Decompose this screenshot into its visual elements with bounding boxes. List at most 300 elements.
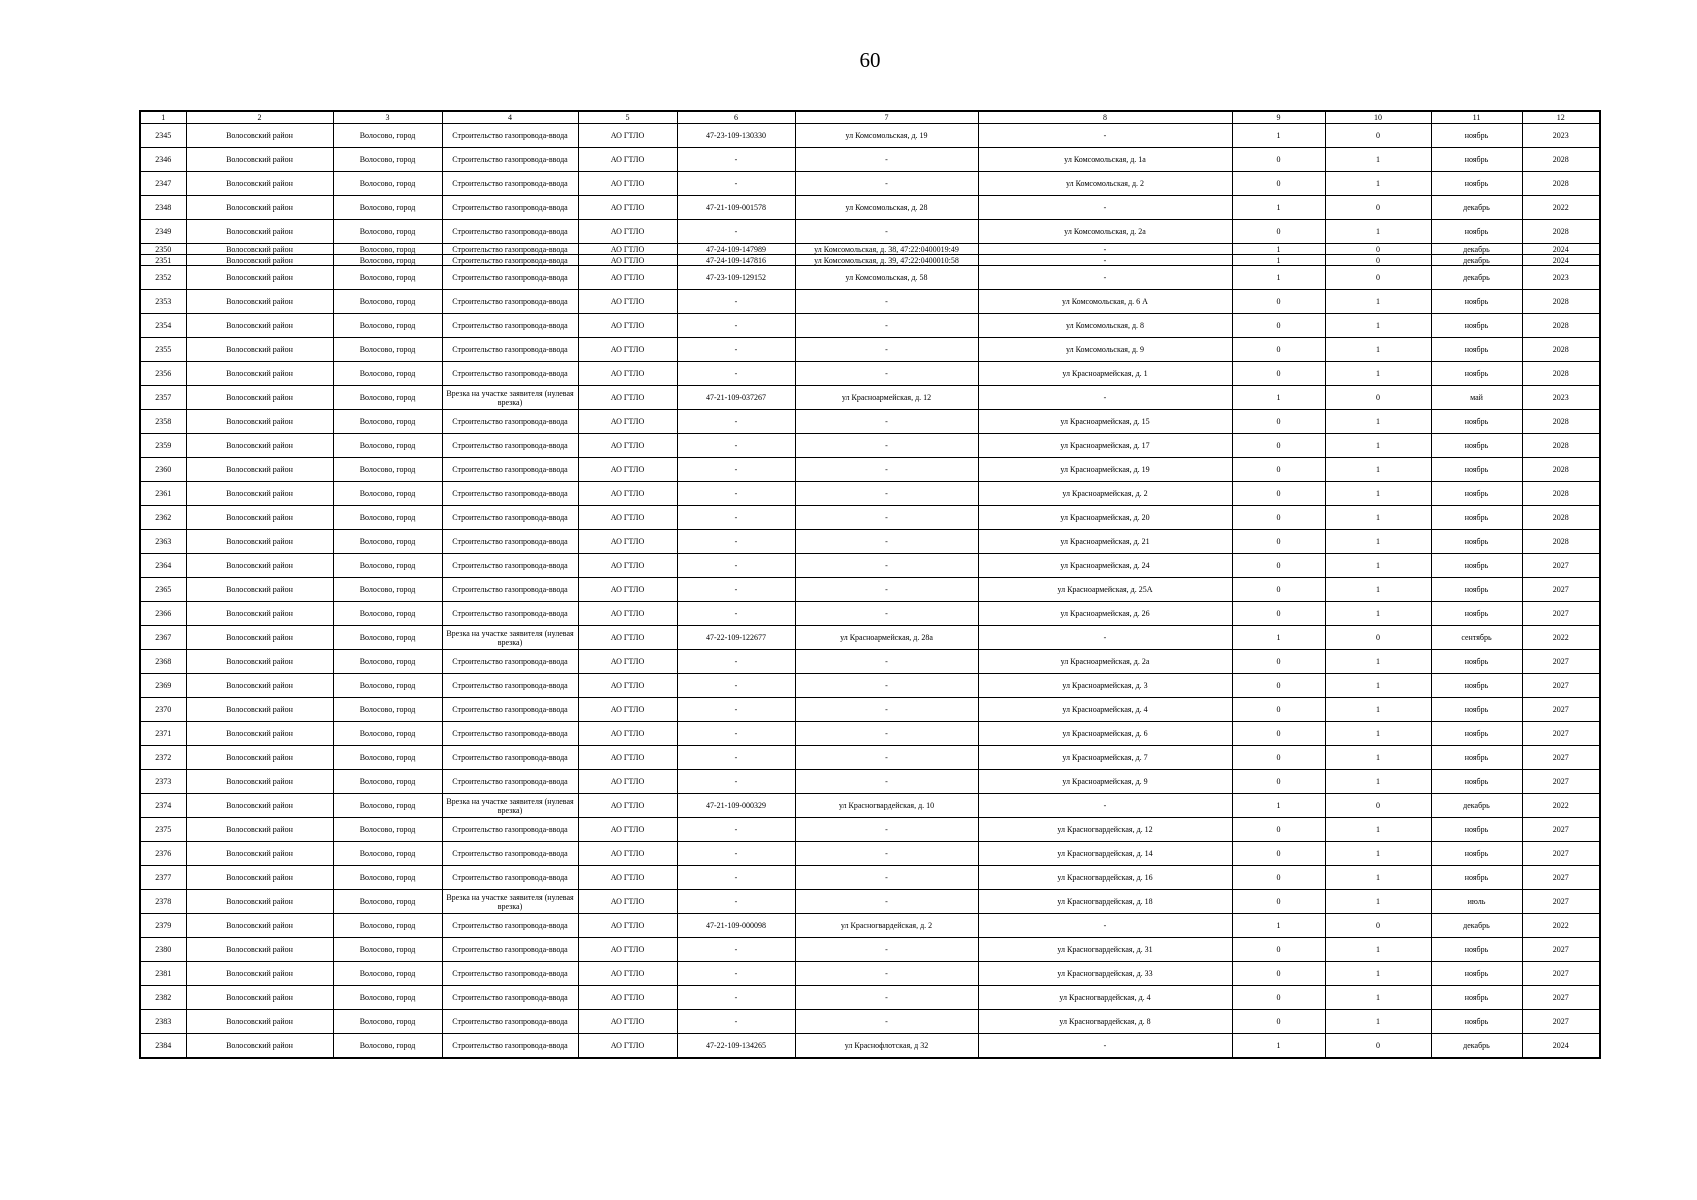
count-cell: 0 <box>1232 650 1325 674</box>
count-cell: 1 <box>1325 148 1431 172</box>
object-address-cell: ул Красноармейская, д. 21 <box>978 530 1232 554</box>
work-type-cell: Строительство газопровода-ввода <box>442 698 578 722</box>
count-cell: 0 <box>1325 124 1431 148</box>
work-type-cell: Строительство газопровода-ввода <box>442 220 578 244</box>
organization-cell: АО ГТЛО <box>578 842 677 866</box>
object-address-cell: ул Красноармейская, д. 25А <box>978 578 1232 602</box>
work-type-cell: Врезка на участке заявителя (нулевая врезка) <box>442 626 578 650</box>
row-number-cell: 2348 <box>140 196 186 220</box>
work-type-cell: Строительство газопровода-ввода <box>442 746 578 770</box>
row-number-cell: 2381 <box>140 962 186 986</box>
address-cell: - <box>795 962 978 986</box>
locality-cell: Волосово, город <box>333 866 442 890</box>
address-cell: - <box>795 172 978 196</box>
application-number-cell: - <box>677 362 795 386</box>
application-number-cell: 47-24-109-147816 <box>677 255 795 266</box>
work-type-cell: Строительство газопровода-ввода <box>442 458 578 482</box>
table-row <box>140 266 1600 290</box>
organization-cell: АО ГТЛО <box>578 962 677 986</box>
table-row <box>140 434 1600 458</box>
table-row <box>140 890 1600 914</box>
address-cell: - <box>795 290 978 314</box>
row-number-cell: 2379 <box>140 914 186 938</box>
month-cell: ноябрь <box>1431 986 1522 1010</box>
object-address-cell: - <box>978 1034 1232 1059</box>
locality-cell: Волосово, город <box>333 410 442 434</box>
month-cell: ноябрь <box>1431 578 1522 602</box>
work-type-cell: Строительство газопровода-ввода <box>442 255 578 266</box>
count-cell: 0 <box>1232 290 1325 314</box>
row-number-cell: 2368 <box>140 650 186 674</box>
work-type-cell: Строительство газопровода-ввода <box>442 770 578 794</box>
application-number-cell: - <box>677 818 795 842</box>
application-number-cell: - <box>677 482 795 506</box>
object-address-cell: ул Красногвардейская, д. 4 <box>978 986 1232 1010</box>
application-number-cell: - <box>677 530 795 554</box>
locality-cell: Волосово, город <box>333 124 442 148</box>
district-cell: Волосовский район <box>186 674 333 698</box>
month-cell: ноябрь <box>1431 506 1522 530</box>
year-cell: 2028 <box>1522 530 1600 554</box>
address-cell: - <box>795 148 978 172</box>
year-cell: 2027 <box>1522 890 1600 914</box>
count-cell: 1 <box>1325 818 1431 842</box>
application-number-cell: - <box>677 410 795 434</box>
application-number-cell: - <box>677 602 795 626</box>
object-address-cell: ул Комсомольская, д. 1а <box>978 148 1232 172</box>
year-cell: 2028 <box>1522 482 1600 506</box>
column-header: 11 <box>1431 111 1522 124</box>
table-row <box>140 986 1600 1010</box>
table-row <box>140 314 1600 338</box>
object-address-cell: ул Красногвардейская, д. 8 <box>978 1010 1232 1034</box>
locality-cell: Волосово, город <box>333 698 442 722</box>
object-address-cell: - <box>978 124 1232 148</box>
application-number-cell: - <box>677 866 795 890</box>
row-number-cell: 2376 <box>140 842 186 866</box>
count-cell: 0 <box>1232 362 1325 386</box>
locality-cell: Волосово, город <box>333 362 442 386</box>
district-cell: Волосовский район <box>186 578 333 602</box>
locality-cell: Волосово, город <box>333 1034 442 1059</box>
work-type-cell: Строительство газопровода-ввода <box>442 506 578 530</box>
application-number-cell: 47-21-109-001578 <box>677 196 795 220</box>
row-number-cell: 2377 <box>140 866 186 890</box>
organization-cell: АО ГТЛО <box>578 602 677 626</box>
work-type-cell: Строительство газопровода-ввода <box>442 554 578 578</box>
year-cell: 2027 <box>1522 674 1600 698</box>
count-cell: 0 <box>1232 530 1325 554</box>
count-cell: 1 <box>1325 290 1431 314</box>
count-cell: 1 <box>1232 386 1325 410</box>
row-number-cell: 2370 <box>140 698 186 722</box>
object-address-cell: ул Красноармейская, д. 19 <box>978 458 1232 482</box>
district-cell: Волосовский район <box>186 626 333 650</box>
year-cell: 2027 <box>1522 962 1600 986</box>
district-cell: Волосовский район <box>186 506 333 530</box>
count-cell: 1 <box>1325 410 1431 434</box>
count-cell: 0 <box>1232 746 1325 770</box>
application-number-cell: - <box>677 890 795 914</box>
count-cell: 1 <box>1325 938 1431 962</box>
address-cell: - <box>795 410 978 434</box>
count-cell: 1 <box>1325 578 1431 602</box>
row-number-cell: 2375 <box>140 818 186 842</box>
district-cell: Волосовский район <box>186 266 333 290</box>
organization-cell: АО ГТЛО <box>578 124 677 148</box>
row-number-cell: 2374 <box>140 794 186 818</box>
district-cell: Волосовский район <box>186 746 333 770</box>
count-cell: 1 <box>1325 338 1431 362</box>
district-cell: Волосовский район <box>186 386 333 410</box>
locality-cell: Волосово, город <box>333 770 442 794</box>
organization-cell: АО ГТЛО <box>578 196 677 220</box>
count-cell: 1 <box>1325 866 1431 890</box>
organization-cell: АО ГТЛО <box>578 1034 677 1059</box>
district-cell: Волосовский район <box>186 124 333 148</box>
organization-cell: АО ГТЛО <box>578 386 677 410</box>
year-cell: 2028 <box>1522 172 1600 196</box>
count-cell: 0 <box>1232 938 1325 962</box>
locality-cell: Волосово, город <box>333 530 442 554</box>
month-cell: декабрь <box>1431 266 1522 290</box>
table-row <box>140 722 1600 746</box>
count-cell: 0 <box>1232 578 1325 602</box>
work-type-cell: Строительство газопровода-ввода <box>442 1034 578 1059</box>
locality-cell: Волосово, город <box>333 674 442 698</box>
locality-cell: Волосово, город <box>333 338 442 362</box>
locality-cell: Волосово, город <box>333 746 442 770</box>
locality-cell: Волосово, город <box>333 148 442 172</box>
year-cell: 2028 <box>1522 338 1600 362</box>
month-cell: ноябрь <box>1431 458 1522 482</box>
district-cell: Волосовский район <box>186 196 333 220</box>
work-type-cell: Строительство газопровода-ввода <box>442 530 578 554</box>
locality-cell: Волосово, город <box>333 986 442 1010</box>
month-cell: ноябрь <box>1431 674 1522 698</box>
object-address-cell: ул Красногвардейская, д. 31 <box>978 938 1232 962</box>
district-cell: Волосовский район <box>186 1010 333 1034</box>
count-cell: 0 <box>1325 794 1431 818</box>
row-number-cell: 2366 <box>140 602 186 626</box>
locality-cell: Волосово, город <box>333 386 442 410</box>
district-cell: Волосовский район <box>186 794 333 818</box>
locality-cell: Волосово, город <box>333 314 442 338</box>
application-number-cell: 47-23-109-129152 <box>677 266 795 290</box>
count-cell: 1 <box>1232 196 1325 220</box>
locality-cell: Волосово, город <box>333 290 442 314</box>
address-cell: ул Красногвардейская, д. 2 <box>795 914 978 938</box>
locality-cell: Волосово, город <box>333 722 442 746</box>
month-cell: ноябрь <box>1431 554 1522 578</box>
count-cell: 0 <box>1325 244 1431 255</box>
table-row <box>140 196 1600 220</box>
table-row <box>140 338 1600 362</box>
month-cell: сентябрь <box>1431 626 1522 650</box>
column-header: 2 <box>186 111 333 124</box>
table-row <box>140 770 1600 794</box>
data-table <box>139 110 1601 1059</box>
count-cell: 0 <box>1232 986 1325 1010</box>
organization-cell: АО ГТЛО <box>578 722 677 746</box>
row-number-cell: 2367 <box>140 626 186 650</box>
row-number-cell: 2350 <box>140 244 186 255</box>
locality-cell: Волосово, город <box>333 578 442 602</box>
address-cell: - <box>795 722 978 746</box>
object-address-cell: ул Красноармейская, д. 17 <box>978 434 1232 458</box>
district-cell: Волосовский район <box>186 255 333 266</box>
object-address-cell: ул Красногвардейская, д. 14 <box>978 842 1232 866</box>
year-cell: 2023 <box>1522 266 1600 290</box>
address-cell: - <box>795 220 978 244</box>
work-type-cell: Строительство газопровода-ввода <box>442 266 578 290</box>
count-cell: 0 <box>1232 602 1325 626</box>
count-cell: 1 <box>1232 794 1325 818</box>
address-cell: - <box>795 530 978 554</box>
count-cell: 1 <box>1232 255 1325 266</box>
month-cell: ноябрь <box>1431 722 1522 746</box>
month-cell: ноябрь <box>1431 818 1522 842</box>
year-cell: 2027 <box>1522 578 1600 602</box>
organization-cell: АО ГТЛО <box>578 410 677 434</box>
application-number-cell: - <box>677 650 795 674</box>
address-cell: ул Красногвардейская, д. 10 <box>795 794 978 818</box>
locality-cell: Волосово, город <box>333 172 442 196</box>
application-number-cell: - <box>677 458 795 482</box>
month-cell: ноябрь <box>1431 482 1522 506</box>
year-cell: 2022 <box>1522 914 1600 938</box>
year-cell: 2028 <box>1522 506 1600 530</box>
row-number-cell: 2359 <box>140 434 186 458</box>
organization-cell: АО ГТЛО <box>578 434 677 458</box>
work-type-cell: Строительство газопровода-ввода <box>442 148 578 172</box>
object-address-cell: ул Красноармейская, д. 20 <box>978 506 1232 530</box>
application-number-cell: - <box>677 554 795 578</box>
month-cell: ноябрь <box>1431 434 1522 458</box>
row-number-cell: 2373 <box>140 770 186 794</box>
year-cell: 2028 <box>1522 362 1600 386</box>
district-cell: Волосовский район <box>186 770 333 794</box>
address-cell: - <box>795 338 978 362</box>
count-cell: 1 <box>1325 458 1431 482</box>
application-number-cell: 47-22-109-134265 <box>677 1034 795 1059</box>
year-cell: 2027 <box>1522 938 1600 962</box>
organization-cell: АО ГТЛО <box>578 482 677 506</box>
table-row <box>140 255 1600 266</box>
count-cell: 0 <box>1325 255 1431 266</box>
year-cell: 2028 <box>1522 314 1600 338</box>
organization-cell: АО ГТЛО <box>578 1010 677 1034</box>
locality-cell: Волосово, город <box>333 938 442 962</box>
table-row <box>140 914 1600 938</box>
month-cell: декабрь <box>1431 196 1522 220</box>
count-cell: 1 <box>1325 746 1431 770</box>
year-cell: 2024 <box>1522 255 1600 266</box>
year-cell: 2027 <box>1522 770 1600 794</box>
district-cell: Волосовский район <box>186 554 333 578</box>
organization-cell: АО ГТЛО <box>578 986 677 1010</box>
column-header: 10 <box>1325 111 1431 124</box>
table-row <box>140 674 1600 698</box>
object-address-cell: - <box>978 255 1232 266</box>
district-cell: Волосовский район <box>186 314 333 338</box>
row-number-cell: 2347 <box>140 172 186 196</box>
year-cell: 2027 <box>1522 818 1600 842</box>
object-address-cell: - <box>978 196 1232 220</box>
month-cell: ноябрь <box>1431 962 1522 986</box>
year-cell: 2027 <box>1522 650 1600 674</box>
locality-cell: Волосово, город <box>333 244 442 255</box>
year-cell: 2027 <box>1522 554 1600 578</box>
count-cell: 0 <box>1232 410 1325 434</box>
district-cell: Волосовский район <box>186 530 333 554</box>
address-cell: ул Красноармейская, д. 28а <box>795 626 978 650</box>
table-row <box>140 244 1600 255</box>
application-number-cell: - <box>677 674 795 698</box>
application-number-cell: - <box>677 746 795 770</box>
work-type-cell: Врезка на участке заявителя (нулевая врезка) <box>442 890 578 914</box>
application-number-cell: - <box>677 290 795 314</box>
locality-cell: Волосово, город <box>333 506 442 530</box>
address-cell: - <box>795 890 978 914</box>
work-type-cell: Строительство газопровода-ввода <box>442 338 578 362</box>
district-cell: Волосовский район <box>186 220 333 244</box>
locality-cell: Волосово, город <box>333 554 442 578</box>
application-number-cell: - <box>677 722 795 746</box>
month-cell: июль <box>1431 890 1522 914</box>
district-cell: Волосовский район <box>186 244 333 255</box>
work-type-cell: Строительство газопровода-ввода <box>442 290 578 314</box>
month-cell: ноябрь <box>1431 338 1522 362</box>
year-cell: 2027 <box>1522 698 1600 722</box>
year-cell: 2022 <box>1522 794 1600 818</box>
year-cell: 2027 <box>1522 842 1600 866</box>
locality-cell: Волосово, город <box>333 842 442 866</box>
work-type-cell: Строительство газопровода-ввода <box>442 986 578 1010</box>
application-number-cell: - <box>677 986 795 1010</box>
year-cell: 2028 <box>1522 290 1600 314</box>
table-row <box>140 578 1600 602</box>
work-type-cell: Строительство газопровода-ввода <box>442 172 578 196</box>
locality-cell: Волосово, город <box>333 255 442 266</box>
count-cell: 1 <box>1325 482 1431 506</box>
month-cell: ноябрь <box>1431 602 1522 626</box>
application-number-cell: 47-22-109-122677 <box>677 626 795 650</box>
district-cell: Волосовский район <box>186 148 333 172</box>
table-body <box>140 124 1600 1059</box>
district-cell: Волосовский район <box>186 602 333 626</box>
year-cell: 2022 <box>1522 626 1600 650</box>
count-cell: 1 <box>1325 220 1431 244</box>
year-cell: 2028 <box>1522 148 1600 172</box>
application-number-cell: 47-24-109-147989 <box>677 244 795 255</box>
address-cell: - <box>795 674 978 698</box>
column-header: 6 <box>677 111 795 124</box>
month-cell: ноябрь <box>1431 172 1522 196</box>
year-cell: 2023 <box>1522 386 1600 410</box>
object-address-cell: ул Красноармейская, д. 3 <box>978 674 1232 698</box>
district-cell: Волосовский район <box>186 698 333 722</box>
locality-cell: Волосово, город <box>333 914 442 938</box>
organization-cell: АО ГТЛО <box>578 698 677 722</box>
work-type-cell: Строительство газопровода-ввода <box>442 650 578 674</box>
month-cell: ноябрь <box>1431 938 1522 962</box>
row-number-cell: 2345 <box>140 124 186 148</box>
work-type-cell: Строительство газопровода-ввода <box>442 938 578 962</box>
organization-cell: АО ГТЛО <box>578 578 677 602</box>
address-cell: ул Красноармейская, д. 12 <box>795 386 978 410</box>
row-number-cell: 2382 <box>140 986 186 1010</box>
work-type-cell: Врезка на участке заявителя (нулевая врезка) <box>442 386 578 410</box>
object-address-cell: - <box>978 794 1232 818</box>
table-row <box>140 626 1600 650</box>
organization-cell: АО ГТЛО <box>578 890 677 914</box>
address-cell: ул Комсомольская, д. 38, 47:22:0400019:49 <box>795 244 978 255</box>
table-row <box>140 148 1600 172</box>
year-cell: 2027 <box>1522 1010 1600 1034</box>
count-cell: 1 <box>1325 530 1431 554</box>
organization-cell: АО ГТЛО <box>578 530 677 554</box>
organization-cell: АО ГТЛО <box>578 914 677 938</box>
table-row <box>140 482 1600 506</box>
month-cell: декабрь <box>1431 255 1522 266</box>
district-cell: Волосовский район <box>186 434 333 458</box>
page-number: 60 <box>859 48 881 72</box>
count-cell: 0 <box>1325 914 1431 938</box>
district-cell: Волосовский район <box>186 962 333 986</box>
address-cell: - <box>795 602 978 626</box>
count-cell: 0 <box>1232 220 1325 244</box>
table-row <box>140 746 1600 770</box>
row-number-cell: 2358 <box>140 410 186 434</box>
month-cell: ноябрь <box>1431 290 1522 314</box>
row-number-cell: 2361 <box>140 482 186 506</box>
address-cell: - <box>795 698 978 722</box>
count-cell: 0 <box>1232 698 1325 722</box>
organization-cell: АО ГТЛО <box>578 746 677 770</box>
count-cell: 1 <box>1325 506 1431 530</box>
row-number-cell: 2363 <box>140 530 186 554</box>
year-cell: 2028 <box>1522 220 1600 244</box>
object-address-cell: ул Красногвардейская, д. 16 <box>978 866 1232 890</box>
row-number-cell: 2369 <box>140 674 186 698</box>
count-cell: 1 <box>1325 554 1431 578</box>
organization-cell: АО ГТЛО <box>578 314 677 338</box>
object-address-cell: - <box>978 386 1232 410</box>
year-cell: 2028 <box>1522 410 1600 434</box>
application-number-cell: - <box>677 770 795 794</box>
organization-cell: АО ГТЛО <box>578 554 677 578</box>
district-cell: Волосовский район <box>186 938 333 962</box>
organization-cell: АО ГТЛО <box>578 506 677 530</box>
month-cell: ноябрь <box>1431 770 1522 794</box>
year-cell: 2023 <box>1522 124 1600 148</box>
work-type-cell: Строительство газопровода-ввода <box>442 314 578 338</box>
table-row <box>140 124 1600 148</box>
locality-cell: Волосово, город <box>333 794 442 818</box>
count-cell: 0 <box>1232 722 1325 746</box>
count-cell: 0 <box>1325 196 1431 220</box>
count-cell: 1 <box>1325 890 1431 914</box>
year-cell: 2028 <box>1522 434 1600 458</box>
row-number-cell: 2372 <box>140 746 186 770</box>
month-cell: ноябрь <box>1431 314 1522 338</box>
object-address-cell: ул Комсомольская, д. 2 <box>978 172 1232 196</box>
count-cell: 1 <box>1232 266 1325 290</box>
district-cell: Волосовский район <box>186 410 333 434</box>
organization-cell: АО ГТЛО <box>578 626 677 650</box>
address-cell: ул Комсомольская, д. 39, 47:22:0400010:58 <box>795 255 978 266</box>
